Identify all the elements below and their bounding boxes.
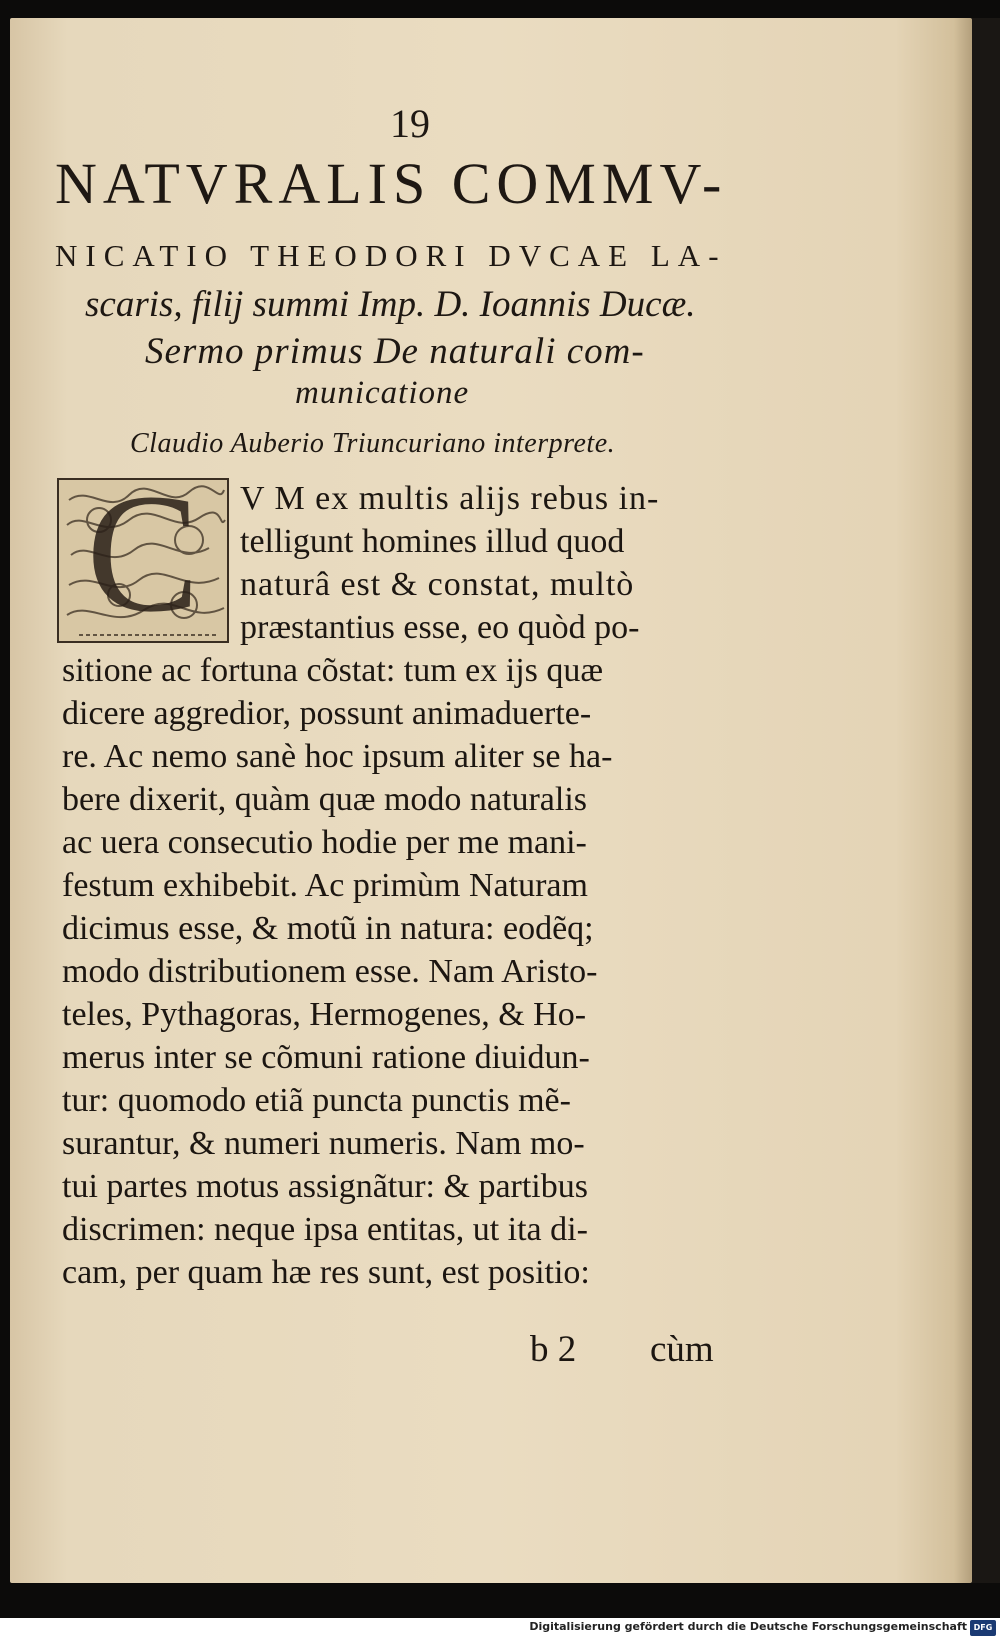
body-line-19: cam, per quam hæ res sunt, est positio: <box>62 1254 590 1291</box>
interpreter-line: Claudio Auberio Triuncuriano interprete. <box>130 428 616 459</box>
subtitle-caps-line: NICATIO THEODORI DVCAE LA- <box>55 238 727 273</box>
signature-mark: b 2 <box>530 1329 577 1370</box>
catchword: cùm <box>650 1329 714 1370</box>
body-line-12: modo distributionem esse. Nam Aristo- <box>62 953 598 990</box>
body-line-9: ac uera consecutio hodie per me mani- <box>62 824 587 861</box>
decorated-initial <box>57 478 229 643</box>
italic-title-line-2: Sermo primus De naturali com- <box>145 331 645 372</box>
body-line-16: surantur, & numeri numeris. Nam mo- <box>62 1125 585 1162</box>
body-line-10: festum exhibebit. Ac primùm Naturam <box>62 867 588 904</box>
body-line-3: naturâ est & constat, multò <box>240 566 635 603</box>
body-line-15: tur: quomodo etiã puncta punctis mẽ- <box>62 1082 571 1119</box>
scan-border-right <box>972 18 1000 1583</box>
body-line-8: bere dixerit, quàm quæ modo naturalis <box>62 781 587 818</box>
body-line-4: præstantius esse, eo quòd po- <box>240 609 640 646</box>
title-heading: NATVRALIS COMMV- <box>55 151 728 216</box>
body-line-11: dicimus esse, & motũ in natura: eodẽq; <box>62 910 594 947</box>
page-edge-shadow <box>954 18 972 1583</box>
page-number: 19 <box>390 101 430 146</box>
body-line-18: discrimen: neque ipsa entitas, ut ita di- <box>62 1211 588 1248</box>
body-line-14: merus inter se cõmuni ratione diuidun- <box>62 1039 590 1076</box>
body-line-7: re. Ac nemo sanè hoc ipsum aliter se ha- <box>62 738 613 775</box>
body-line-13: teles, Pythagoras, Hermogenes, & Ho- <box>62 996 587 1033</box>
italic-title-line-1: scaris, filij summi Imp. D. Ioannis Ducæ. <box>85 284 696 325</box>
body-line-17: tui partes motus assignãtur: & partibus <box>62 1168 588 1205</box>
body-line-1: V M ex multis alijs rebus in- <box>240 480 660 517</box>
body-line-2: telligunt homines illud quod <box>240 523 625 560</box>
digitization-footer <box>0 1618 1000 1640</box>
body-line-6: dicere aggredior, possunt animaduerte- <box>62 695 592 732</box>
funding-credit: Digitalisierung gefördert durch die Deutsche Forschungsgemeinschaft <box>529 1620 967 1633</box>
dfg-logo: DFG <box>970 1620 996 1636</box>
initial-letter: C <box>86 478 200 643</box>
italic-title-line-3: municatione <box>295 375 470 411</box>
body-line-5: sitione ac fortuna cõstat: tum ex ijs quæ <box>62 652 604 689</box>
